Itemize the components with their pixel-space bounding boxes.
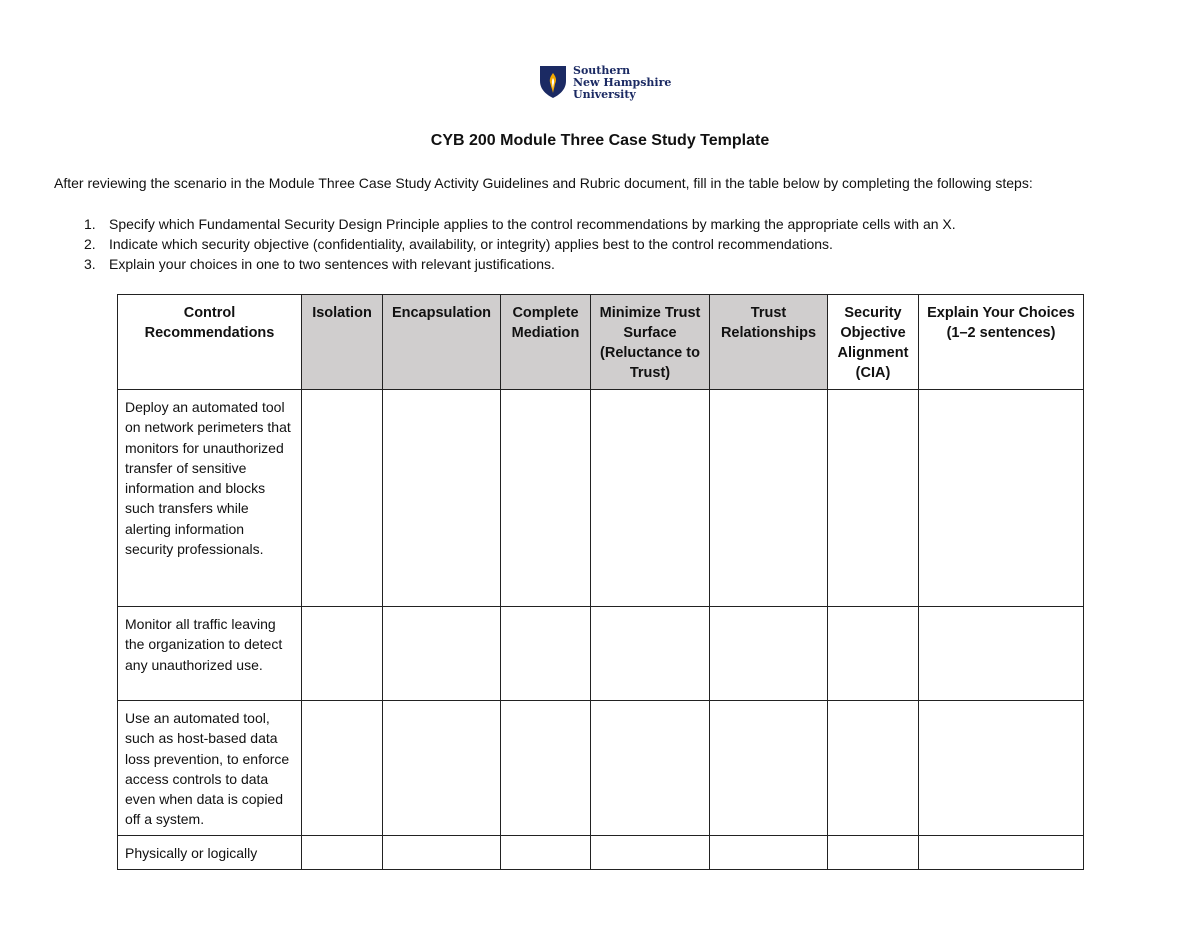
instruction-steps xyxy=(84,215,956,275)
step-text: Indicate which security objective (confidentiality, availability, or integrity) applies best to the control recommendations. xyxy=(109,236,833,252)
intro-paragraph: After reviewing the scenario in the Module Three Case Study Activity Guidelines and Rubric document, fill in the table below by completing the following steps: xyxy=(54,175,1033,191)
isolation-cell[interactable] xyxy=(302,701,383,836)
header-explain-choices: Explain Your Choices (1–2 sentences) xyxy=(919,295,1084,390)
minimize-trust-surface-cell[interactable] xyxy=(591,390,710,607)
isolation-cell[interactable] xyxy=(302,607,383,701)
step-item xyxy=(84,235,956,255)
step-text: Explain your choices in one to two sentences with relevant justifications. xyxy=(109,256,555,272)
step-number: 2. xyxy=(84,236,96,252)
step-number: 3. xyxy=(84,256,96,272)
explain-choices-cell[interactable] xyxy=(919,701,1084,836)
step-text: Specify which Fundamental Security Design Principle applies to the control recommendations by marking the appropriate cells with an X. xyxy=(109,216,956,232)
case-study-table xyxy=(117,294,1084,870)
complete-mediation-cell[interactable] xyxy=(501,607,591,701)
complete-mediation-cell[interactable] xyxy=(501,390,591,607)
encapsulation-cell[interactable] xyxy=(383,390,501,607)
encapsulation-cell[interactable] xyxy=(383,607,501,701)
complete-mediation-cell[interactable] xyxy=(501,701,591,836)
header-control-recommendations: Control Recommendations xyxy=(118,295,302,390)
explain-choices-cell[interactable] xyxy=(919,607,1084,701)
logo-line-3: University xyxy=(573,88,636,101)
header-isolation: Isolation xyxy=(302,295,383,390)
security-objective-cell[interactable] xyxy=(828,607,919,701)
table-row xyxy=(118,836,1084,870)
logo-wordmark xyxy=(573,65,671,101)
control-recommendation-cell: Physically or logically xyxy=(118,836,302,870)
trust-relationships-cell[interactable] xyxy=(710,607,828,701)
encapsulation-cell[interactable] xyxy=(383,836,501,870)
encapsulation-cell[interactable] xyxy=(383,701,501,836)
logo-line-2: New Hampshire xyxy=(573,76,672,89)
complete-mediation-cell[interactable] xyxy=(501,836,591,870)
explain-choices-cell[interactable] xyxy=(919,836,1084,870)
document-title: CYB 200 Module Three Case Study Template xyxy=(430,132,770,149)
header-complete-mediation: Complete Mediation xyxy=(501,295,591,390)
logo-line-1: Southern xyxy=(573,64,631,77)
step-item xyxy=(84,255,956,275)
security-objective-cell[interactable] xyxy=(828,836,919,870)
table-row xyxy=(118,607,1084,701)
isolation-cell[interactable] xyxy=(302,836,383,870)
minimize-trust-surface-cell[interactable] xyxy=(591,836,710,870)
security-objective-cell[interactable] xyxy=(828,701,919,836)
table-row xyxy=(118,390,1084,607)
trust-relationships-cell[interactable] xyxy=(710,701,828,836)
shield-flame-icon xyxy=(539,65,567,99)
step-number: 1. xyxy=(84,216,96,232)
header-encapsulation: Encapsulation xyxy=(383,295,501,390)
control-recommendation-cell: Monitor all traffic leaving the organization to detect any unauthorized use. xyxy=(118,607,302,701)
header-minimize-trust-surface: Minimize Trust Surface (Reluctance to Trust) xyxy=(591,295,710,390)
control-recommendation-cell: Use an automated tool, such as host-based data loss prevention, to enforce access controls to data even when data is copied off a system. xyxy=(118,701,302,836)
step-item xyxy=(84,215,956,235)
security-objective-cell[interactable] xyxy=(828,390,919,607)
header-security-objective: Security Objective Alignment (CIA) xyxy=(828,295,919,390)
minimize-trust-surface-cell[interactable] xyxy=(591,607,710,701)
header-trust-relationships: Trust Relationships xyxy=(710,295,828,390)
trust-relationships-cell[interactable] xyxy=(710,390,828,607)
university-logo xyxy=(539,65,671,101)
table-row xyxy=(118,701,1084,836)
minimize-trust-surface-cell[interactable] xyxy=(591,701,710,836)
control-recommendation-cell: Deploy an automated tool on network perimeters that monitors for unauthorized transfer of sensitive information and blocks such transfers while alerting information security professionals. xyxy=(118,390,302,607)
isolation-cell[interactable] xyxy=(302,390,383,607)
table-header-row xyxy=(118,295,1084,390)
trust-relationships-cell[interactable] xyxy=(710,836,828,870)
explain-choices-cell[interactable] xyxy=(919,390,1084,607)
